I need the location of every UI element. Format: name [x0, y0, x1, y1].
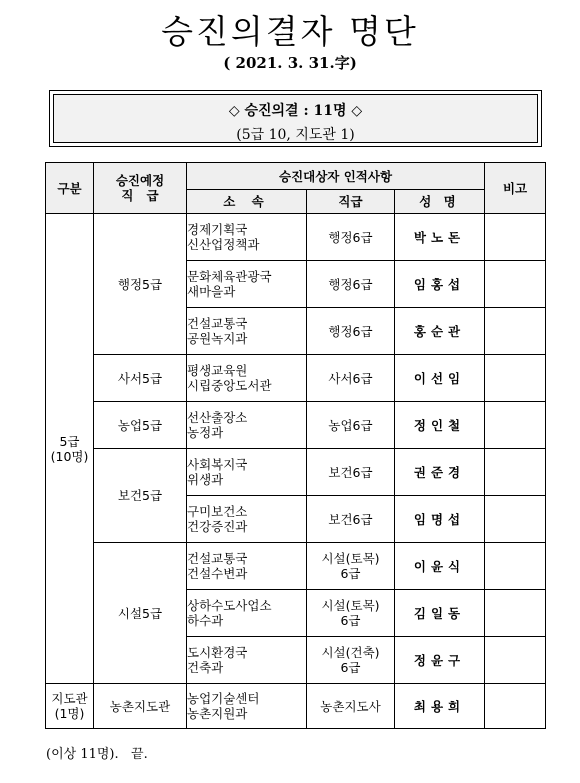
rank-librarian: 사서5급: [94, 355, 187, 402]
affiliation-line1: 경제기획국: [187, 222, 248, 237]
affiliation-line1: 구미보건소: [187, 504, 248, 519]
rank-line1: 농업6급: [328, 417, 373, 433]
affiliation-line2: 건강증진과: [187, 519, 248, 534]
affiliation-line2: 하수과: [187, 613, 224, 628]
affiliation-line1: 사회복지국: [187, 457, 248, 472]
header-target-rank-line1: 승진예정: [115, 173, 165, 188]
remarks-cell: [485, 308, 546, 355]
affiliation-line2: 건축과: [187, 660, 224, 675]
table-row: [46, 543, 546, 590]
summary-inner: [53, 94, 538, 143]
header-target-rank-line2: 직 급: [121, 188, 159, 203]
affiliation-line2: 신산업정책과: [187, 237, 260, 252]
name-cell: 최용희: [395, 684, 485, 729]
affiliation-line2: 시립중앙도서관: [187, 378, 272, 393]
remarks-cell: [485, 449, 546, 496]
affiliation-line1: 선산출장소: [187, 410, 248, 425]
header-affiliation: 소 속: [187, 190, 307, 214]
affiliation-cell: [187, 637, 307, 684]
rank-rural-director: 농촌지도관: [94, 684, 187, 729]
rank-line1: 보건6급: [328, 464, 373, 480]
table-row: [46, 402, 546, 449]
rank-admin: 행정5급: [94, 214, 187, 355]
affiliation-cell: [187, 214, 307, 261]
name-cell: 이선임: [395, 355, 485, 402]
affiliation-cell: [187, 402, 307, 449]
footer-note: (이상 11명). 끝.: [46, 747, 148, 762]
current-rank-cell: [307, 308, 395, 355]
current-rank-cell: [307, 214, 395, 261]
rank-line1: 농촌지도사: [320, 698, 381, 714]
group-5th-grade: [46, 214, 94, 684]
rank-agriculture: 농업5급: [94, 402, 187, 449]
affiliation-cell: [187, 308, 307, 355]
affiliation-line1: 농업기술센터: [187, 691, 260, 706]
name-cell: 정윤구: [395, 637, 485, 684]
summary-breakdown: (5급 10, 지도관 1): [236, 127, 355, 143]
current-rank-cell: [307, 543, 395, 590]
affiliation-cell: [187, 684, 307, 729]
rank-health: 보건5급: [94, 449, 187, 543]
remarks-cell: [485, 355, 546, 402]
rank-line1: 행정6급: [328, 323, 373, 339]
affiliation-cell: [187, 496, 307, 543]
rank-line1: 시설(건축): [321, 645, 380, 660]
rank-line1: 시설(토목): [321, 551, 380, 566]
remarks-cell: [485, 684, 546, 729]
rank-line1: 보건6급: [328, 511, 373, 527]
remarks-cell: [485, 543, 546, 590]
name-cell: 김일동: [395, 590, 485, 637]
affiliation-line1: 문화체육관광국: [187, 269, 272, 284]
current-rank-cell: [307, 590, 395, 637]
rank-line2: 6급: [340, 660, 361, 675]
group-director: [46, 684, 94, 729]
rank-line1: 행정6급: [328, 276, 373, 292]
name-cell: 박노돈: [395, 214, 485, 261]
header-remarks: 비고: [485, 163, 546, 214]
affiliation-line2: 위생과: [187, 472, 224, 487]
header-current-rank: 직급: [307, 190, 395, 214]
name-cell: 정인철: [395, 402, 485, 449]
affiliation-line2: 건설수변과: [187, 566, 248, 581]
group-5th-label: 5급: [59, 433, 80, 449]
rank-line2: 6급: [340, 613, 361, 628]
affiliation-line2: 농정과: [187, 425, 224, 440]
affiliation-cell: [187, 590, 307, 637]
group-director-count: (1명): [54, 706, 85, 721]
current-rank-cell: [307, 355, 395, 402]
name-cell: 홍순관: [395, 308, 485, 355]
affiliation-cell: [187, 543, 307, 590]
remarks-cell: [485, 214, 546, 261]
name-cell: 임홍섭: [395, 261, 485, 308]
remarks-cell: [485, 496, 546, 543]
group-5th-count: (10명): [50, 448, 89, 464]
current-rank-cell: [307, 684, 395, 729]
affiliation-line2: 새마을과: [187, 284, 236, 299]
name-cell: 임명섭: [395, 496, 485, 543]
name-cell: 이윤식: [395, 543, 485, 590]
date-line: ( 2021. 3. 31.字): [223, 54, 357, 72]
table-row: [46, 214, 546, 261]
header-category: 구분: [46, 163, 94, 214]
header-name: 성 명: [395, 190, 485, 214]
summary-box: [49, 90, 542, 147]
remarks-cell: [485, 590, 546, 637]
promotion-table: [45, 162, 546, 729]
affiliation-line2: 농촌지원과: [187, 706, 248, 721]
header-target-rank: [94, 163, 187, 214]
current-rank-cell: [307, 496, 395, 543]
page-title: 승진의결자 명단: [161, 12, 419, 51]
affiliation-line1: 건설교통국: [187, 316, 248, 331]
current-rank-cell: [307, 637, 395, 684]
affiliation-line1: 평생교육원: [187, 363, 248, 378]
current-rank-cell: [307, 449, 395, 496]
remarks-cell: [485, 261, 546, 308]
summary-total: ◇ 승진의결 : 11명 ◇: [228, 103, 363, 119]
header-candidate-info: 승진대상자 인적사항: [187, 163, 485, 190]
name-cell: 권준경: [395, 449, 485, 496]
affiliation-line2: 공원녹지과: [187, 331, 248, 346]
remarks-cell: [485, 637, 546, 684]
table-row: [46, 449, 546, 496]
affiliation-cell: [187, 261, 307, 308]
current-rank-cell: [307, 261, 395, 308]
affiliation-line1: 건설교통국: [187, 551, 248, 566]
table-row: [46, 684, 546, 729]
rank-line1: 사서6급: [328, 370, 373, 386]
affiliation-line1: 도시환경국: [187, 645, 248, 660]
affiliation-line1: 상하수도사업소: [187, 598, 272, 613]
current-rank-cell: [307, 402, 395, 449]
rank-line1: 행정6급: [328, 229, 373, 245]
rank-facility: 시설5급: [94, 543, 187, 684]
rank-line1: 시설(토목): [321, 598, 380, 613]
affiliation-cell: [187, 449, 307, 496]
remarks-cell: [485, 402, 546, 449]
table-row: [46, 355, 546, 402]
group-director-label: 지도관: [51, 691, 88, 706]
rank-line2: 6급: [340, 566, 361, 581]
affiliation-cell: [187, 355, 307, 402]
